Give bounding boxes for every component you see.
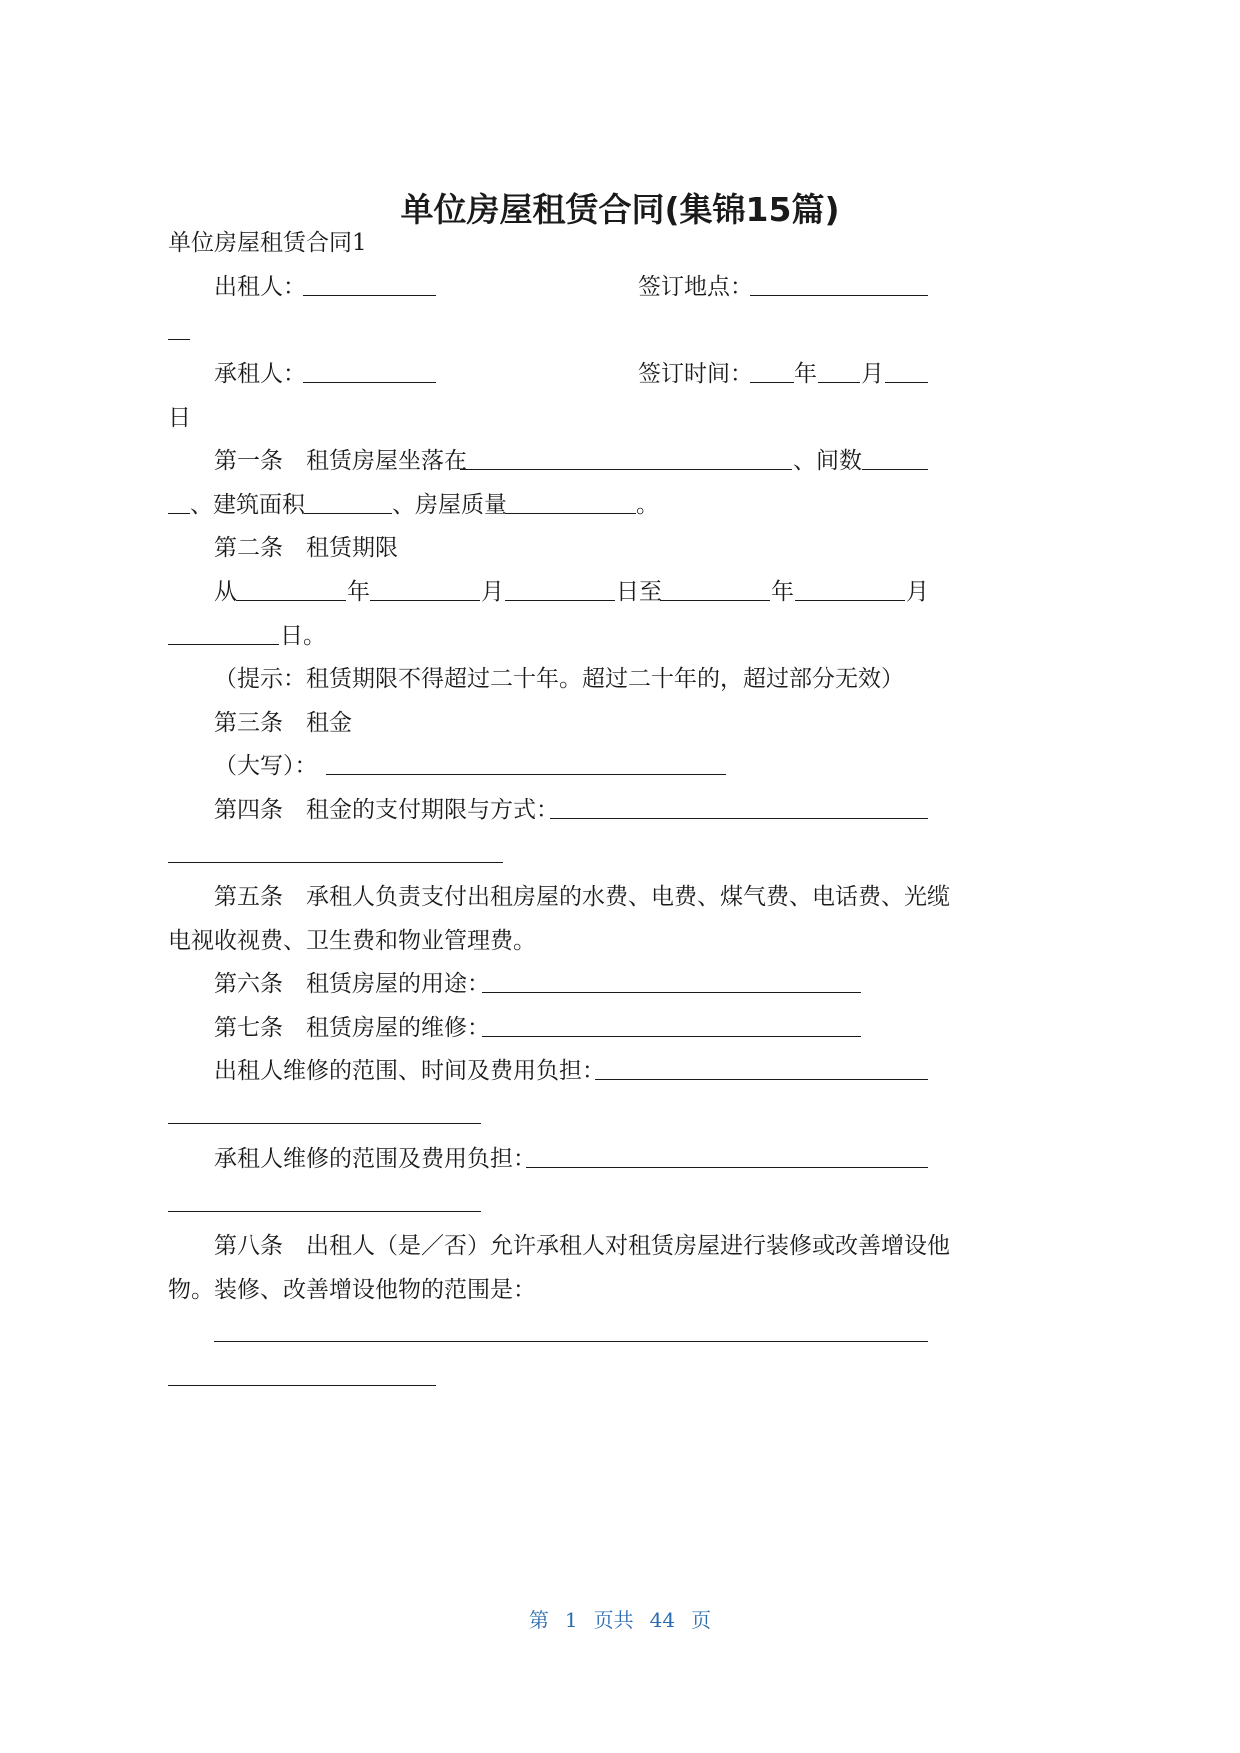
payment-blank-cont [168, 862, 503, 863]
article-5-line-1: 第五条 承租人负责支付出租房屋的水费、电费、煤气费、电话费、光缆 [214, 884, 950, 910]
start-year-blank [236, 600, 346, 601]
lessee-blank [303, 382, 436, 383]
lessor-repair-blank [595, 1079, 928, 1080]
end-day-blank [168, 644, 279, 645]
article-6-text: 第六条 租赁房屋的用途： [214, 971, 490, 997]
article-8-line-1: 第八条 出租人（是／否）允许承租人对租赁房屋进行装修或改善增设他 [214, 1233, 950, 1259]
sign-year-text: 年 [794, 361, 817, 387]
location-blank [460, 469, 792, 470]
sign-month-text: 月 [861, 361, 884, 387]
sign-year-blank [750, 382, 794, 383]
sign-place-blank [750, 295, 928, 296]
maintenance-blank [482, 1036, 861, 1037]
lessor-blank [303, 295, 436, 296]
start-month-text: 月 [481, 579, 504, 605]
page-current: 1 [564, 1608, 578, 1632]
article-7-text: 第七条 租赁房屋的维修： [214, 1015, 490, 1041]
page-mid: 页共 [593, 1608, 634, 1632]
contract-subtitle: 单位房屋租赁合同1 [168, 230, 367, 256]
capital-label: （大写）： [214, 753, 318, 779]
lessee-label: 承租人： [214, 361, 306, 387]
lessor-label: 出租人： [214, 274, 306, 300]
lessee-repair-label: 承租人维修的范围及费用负担： [214, 1146, 536, 1172]
sign-day-text: 日 [168, 405, 191, 431]
decoration-scope-blank [214, 1341, 928, 1342]
page-label: 第 [528, 1608, 549, 1632]
end-month-text: 月 [906, 579, 929, 605]
start-month-blank [370, 600, 480, 601]
page-total: 44 [649, 1608, 676, 1632]
area-label: 、建筑面积 [190, 492, 305, 518]
end-day-text: 日。 [280, 623, 326, 649]
sign-month-blank [818, 382, 860, 383]
rooms-blank [862, 469, 928, 470]
sign-day-blank [885, 382, 928, 383]
end-year-blank [660, 600, 770, 601]
start-day-blank [505, 600, 615, 601]
end-month-blank [795, 600, 905, 601]
decoration-scope-blank-cont [168, 1385, 436, 1386]
lessor-repair-label: 出租人维修的范围、时间及费用负担： [214, 1058, 605, 1084]
quality-blank [505, 513, 636, 514]
lessee-repair-blank [526, 1167, 928, 1168]
usage-blank [482, 992, 861, 993]
article-1-text: 第一条 租赁房屋坐落在 [214, 448, 467, 474]
lessee-repair-blank-cont [168, 1211, 481, 1212]
payment-blank [550, 818, 928, 819]
area-blank [304, 513, 392, 514]
lessor-repair-blank-cont [168, 1123, 481, 1124]
start-year-text: 年 [347, 579, 370, 605]
article-3-heading: 第三条 租金 [214, 710, 352, 736]
from-text: 从 [214, 579, 237, 605]
capital-blank [326, 774, 726, 775]
sign-place-blank-cont [168, 339, 190, 340]
article-2-heading: 第二条 租赁期限 [214, 535, 398, 561]
article-4-text: 第四条 租金的支付期限与方式： [214, 797, 559, 823]
document-title: 单位房屋租赁合同(集锦15篇) [400, 190, 840, 229]
sign-time-label: 签订时间： [638, 361, 753, 387]
quality-label: 、房屋质量 [392, 492, 507, 518]
sign-place-label: 签订地点： [638, 274, 753, 300]
rooms-blank-cont [168, 513, 190, 514]
rooms-label: 、间数 [793, 448, 862, 474]
page-end: 页 [691, 1608, 712, 1632]
page-footer [0, 1608, 1240, 1632]
article-8-line-2: 物。装修、改善增设他物的范围是： [168, 1277, 536, 1303]
day-to-text: 日至 [616, 579, 662, 605]
article-5-line-2: 电视收视费、卫生费和物业管理费。 [168, 928, 536, 954]
article-1-end: 。 [636, 492, 659, 518]
end-year-text: 年 [771, 579, 794, 605]
term-hint: （提示：租赁期限不得超过二十年。超过二十年的，超过部分无效） [214, 666, 904, 692]
